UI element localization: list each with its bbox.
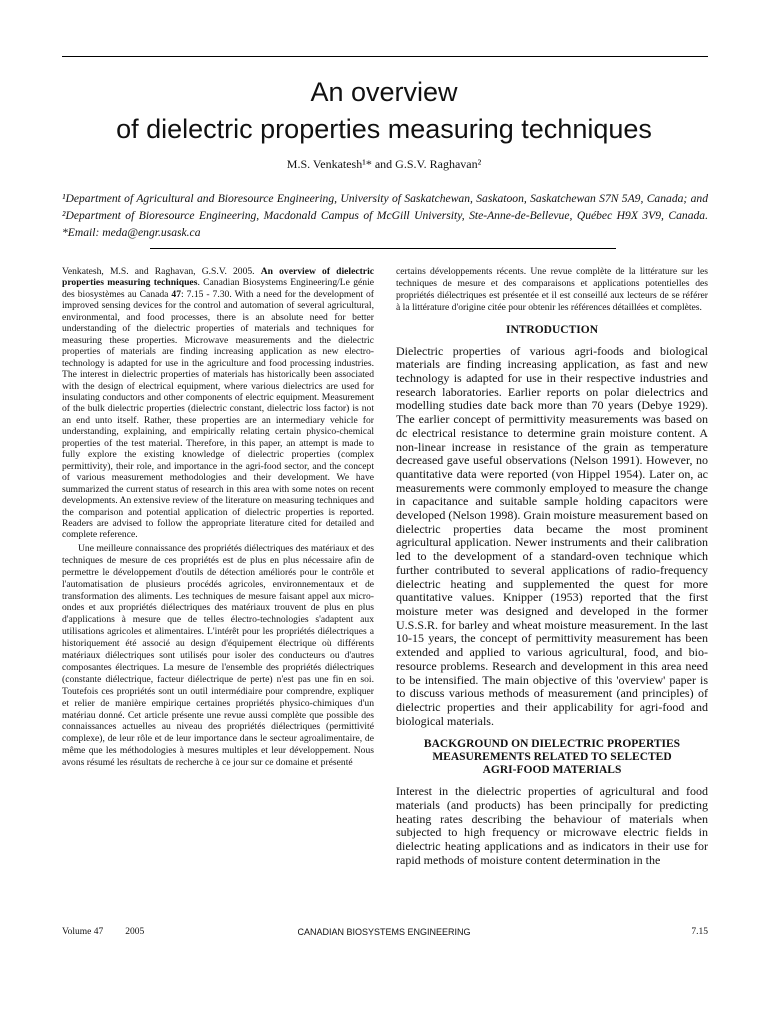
background-heading (396, 738, 708, 777)
introduction-heading: INTRODUCTION (505, 323, 598, 336)
abstract-french-continued: certains développements récents. Une revue complète de la littérature sur les techniques de mesure et des comparaisons et applications potentielles des propriétés diélectriques est présentée et il est conseillé aux lecteurs de se référer à la littérature d'origine citée pour obtenir les références détaillées et complètes. (396, 266, 708, 313)
abstract-english-text: With a need for the development of improved sensing devices for the control and automation of several agricultural, environmental, and food processes, there is an absolute need for better understanding of the dielectric properties of materials and techniques for measuring these properties. Microwave measurements and the dielectric properties of materials are finding increasing application as new electro-technology is adapted for use in the agriculture and food processing industries. The interest in dielectric properties of materials has historically been associated with the design of electrical equipment, where various dielectrics are used for insulating conductors and other components of electric equipment. Measurement of the bulk dielectric properties (dielectric constant, dielectric loss factor) is not an end unto itself. Rather, these properties are an intermediary vehicle for understanding, explaining, and empirically relating certain physico-chemical properties of the test material. Therefore, in this paper, an attempt is made to fully explore the existing knowledge of dielectric properties (complex permittivity), their role, and importance in the agri-food sector, and the concept of various measurement methodologies and their development. We have summarized the current status of research in this area with some notes on recent developments. An extensive review of the literature on measuring techniques and the comparison and potential application of dielectric properties is reported. Readers are advised to follow the appropriate literature cited for detailed and complete reference. (62, 288, 375, 541)
citation-title: An overview of dielectric properties measuring techniques (62, 266, 374, 289)
footer-journal: CANADIAN BIOSYSTEMS ENGINEERING (297, 927, 471, 937)
citation-volume: 47 (171, 288, 181, 300)
paper-title (0, 74, 768, 148)
right-column (396, 266, 708, 868)
footer-volume: Volume 47 (62, 927, 104, 937)
title-line-1: An overview (310, 77, 458, 107)
footer-page-number: 7.15 (691, 927, 708, 937)
background-heading-line-2: MEASUREMENTS RELATED TO SELECTED (432, 751, 672, 764)
citation-journal: . Canadian Biosystems Engineering/Le génie des biosystèmes au Canada (62, 277, 374, 300)
header-divider (150, 248, 616, 249)
left-column (62, 266, 374, 769)
affiliations: ¹Department of Agricultural and Bioresource Engineering, University of Saskatchewan, Saskatoon, Saskatchewan S7N 5A9, Canada; and ²Department of Bioresource Engineering, Macdonald Campus of McGill University, Ste-Anne-de-Bellevue, Québec H9X 3V9, Canada. *Email: meda@engr.usask.ca (62, 192, 708, 239)
abstract-english (62, 266, 374, 541)
background-heading-line-1: BACKGROUND ON DIELECTRIC PROPERTIES (423, 738, 681, 751)
abstract-french: Une meilleure connaissance des propriétés diélectriques des matériaux et des techniques de mesure de ces propriétés est de plus en plus nécessaire afin de permettre le développement d'outils de détection améliorés pour le contrôle et l'automatisation de plusieurs procédés agricoles, environnementaux et de transformation des aliments. Les techniques de mesure faisant appel aux micro-ondes et aux propriétés diélectriques des matériaux trouvent de plus en plus d'applications à mesure que de telles électro-technologies s'adaptent aux utilisations agricoles et alimentaires. L'intérêt pour les propriétés diélectriques a historiquement été associé au design d'équipement électrique où différents matériaux diélectriques sont utilisés pour isoler des conducteurs ou d'autres composantes électriques. La mesure de l'ensemble des propriétés diélectriques (constante diélectrique, facteur diélectrique de perte) n'est pas une fin en soi. Toutefois ces propriétés sont un outil intermédiaire pour comprendre, expliquer et relier de manière empirique certaines propriétés physico-chimiques d'un matériau donné. Cet article présente une revue aussi complète que possible des connaissances actuelles au niveau des propriétés diélectriques (permittivité complexe), de leur rôle et de leur importance dans le secteur agroalimentaire, de même que les méthodologies à mesures multiples et leur développement. Nous avons résumé les résultats de recherche à ce jour sur ce domaine et présenté (62, 542, 374, 769)
introduction-body: Dielectric properties of various agri-foods and biological materials are finding increasing application, as fast and new technology is adapted for use in their respective industries and research laboratories. Earlier reports on polar dielectrics and modelling studies date back more than 70 years (Debye 1929). The earlier concept of permittivity measurements was based on dc electrical resistance to determine grain moisture content. A non-linear increase in resistance of the grain as temperature decreased gave useful observations (Nelson 1991). However, no quantitative data were reported (von Hippel 1954). Later on, ac measurements were commonly employed to measure the change in capacitance and suitable sample holding capacitors were developed (Nelson 1998). Grain moisture measurement based on dielectric properties data became the most prominent agricultural application. Newer instruments and their calibration led to the development of a standard-oven technique which further contributed to several applications of radio-frequency dielectric heating and supplemented the quest for more quantitative values. Knipper (1953) reported that the first moisture meter was designed and developed in the former U.S.S.R. for barley and wheat moisture measurement. In the last 10-15 years, the concept of permittivity measurement has been extended and applied to various agricultural, food, and bio-resource problems. Research and development in this area need to be intensified. The main objective of this 'overview' paper is to discuss various methods of measurement (and principles) of dielectric properties and their applicability for agri-food and biological materials. (396, 343, 708, 728)
footer-year: 2005 (125, 927, 145, 937)
top-rule (62, 56, 708, 57)
citation-authors: Venkatesh, M.S. and Raghavan, G.S.V. 2005. (62, 266, 261, 277)
background-body: Interest in the dielectric properties of agricultural and food materials (and products) has been principally for predicting heating rates describing the behaviour of materials when subjected to high frequency or microwave electric fields in dielectric heating applications and as indicators in their use for rapid methods of moisture content determination in the (396, 784, 708, 867)
citation-pages: : 7.15 - 7.30. (181, 288, 235, 300)
authors: M.S. Venkatesh¹* and G.S.V. Raghavan² (286, 157, 482, 171)
title-line-2: of dielectric properties measuring techniques (116, 114, 652, 144)
background-heading-line-3: AGRI-FOOD MATERIALS (482, 764, 622, 777)
